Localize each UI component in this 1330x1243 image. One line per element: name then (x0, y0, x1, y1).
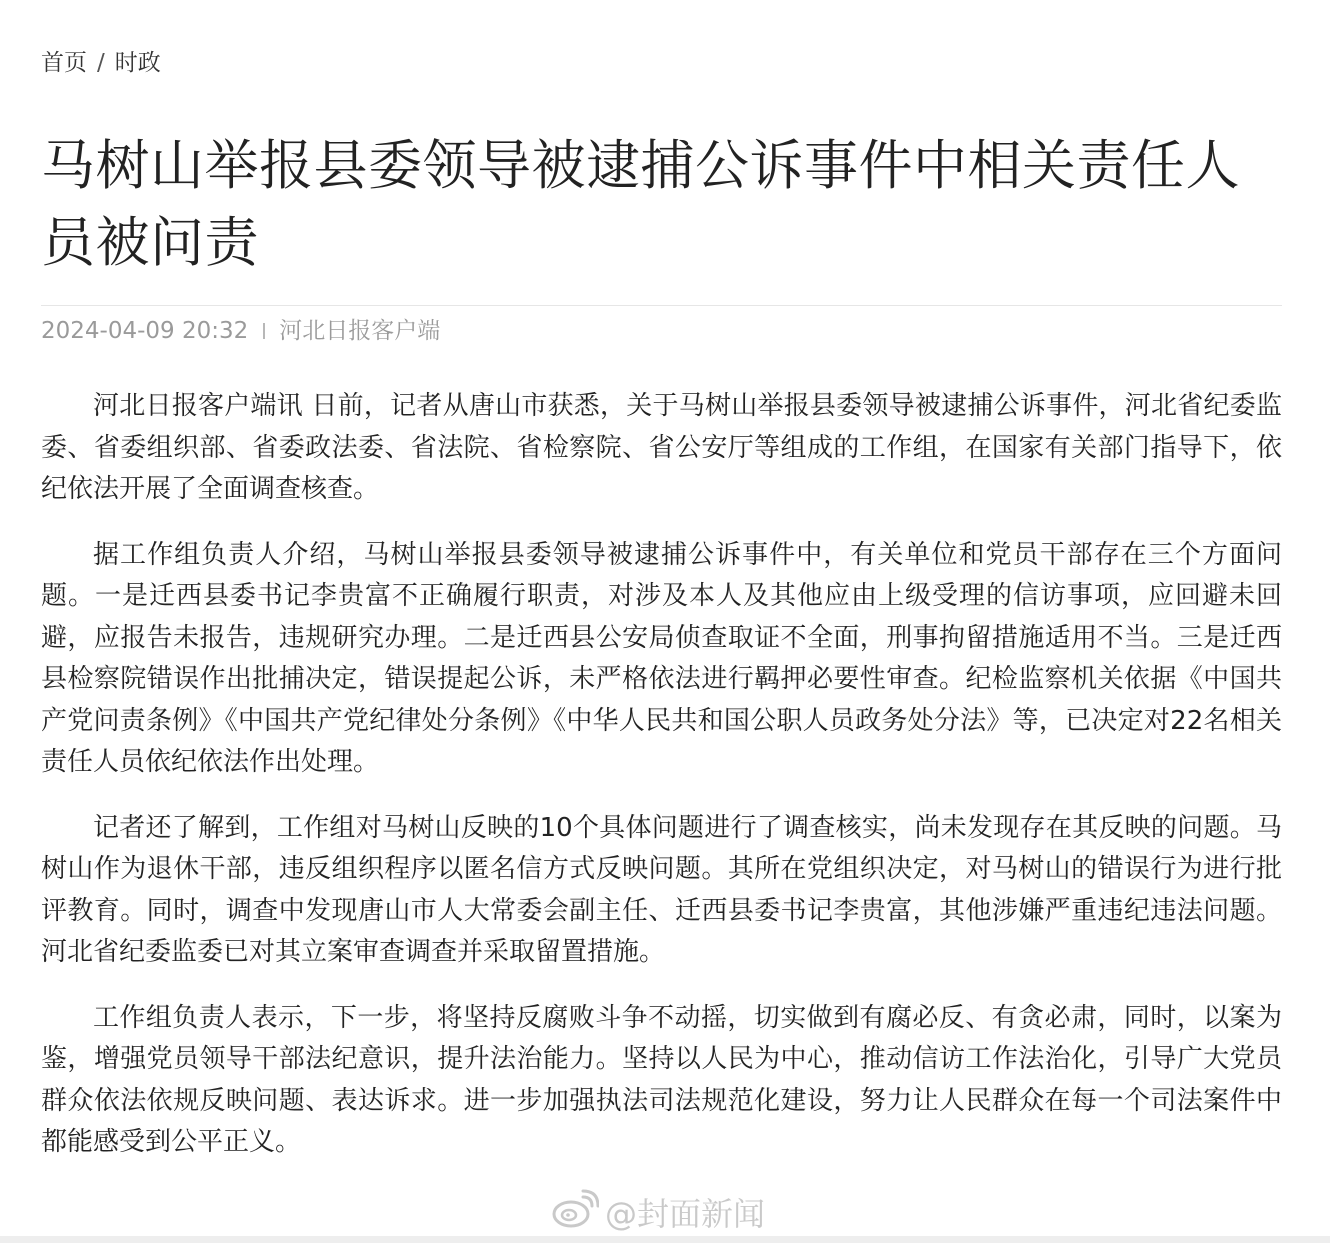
weibo-watermark (551, 1188, 765, 1236)
article-source[interactable]: 河北日报客户端 (279, 318, 441, 344)
watermark-text: @封面新闻 (605, 1195, 766, 1233)
breadcrumb (41, 46, 161, 80)
weibo-icon (551, 1188, 605, 1236)
article-paragraph: 记者还了解到，工作组对马树山反映的10个具体问题进行了调查核实，尚未发现存在其反映的问题。马树山作为退休干部，违反组织程序以匿名信方式反映问题。其所在党组织决定，对马树山的错误行为进行批评教育。同时，调查中发现唐山市人大常委会副主任、迁西县委书记李贵富，其他涉嫌严重违纪违法问题。河北省纪委监委已对其立案审查调查并采取留置措施。 (41, 812, 1282, 967)
bottom-bar (0, 1236, 1330, 1243)
publish-date: 2024-04-09 20:32 (41, 318, 249, 344)
breadcrumb-home-link[interactable]: 首页 (41, 50, 87, 76)
article-body (41, 386, 1282, 1188)
breadcrumb-section-link[interactable]: 时政 (114, 50, 161, 76)
breadcrumb-separator: / (97, 50, 105, 76)
meta-separator (263, 323, 265, 339)
article-meta (41, 315, 440, 347)
article-paragraph: 河北日报客户端讯 日前，记者从唐山市获悉，关于马树山举报县委领导被逮捕公诉事件，河北省纪委监委、省委组织部、省委政法委、省法院、省检察院、省公安厅等组成的工作组，在国家有关部门指导下，依纪依法开展了全面调查核查。 (41, 391, 1282, 504)
article-title: 马树山举报县委领导被逮捕公诉事件中相关责任人员被问责 (41, 134, 1240, 274)
article-paragraph: 据工作组负责人介绍，马树山举报县委领导被逮捕公诉事件中，有关单位和党员干部存在三个方面问题。一是迁西县委书记李贵富不正确履行职责，对涉及本人及其他应由上级受理的信访事项，应回避未回避，应报告未报告，违规研究办理。二是迁西县公安局侦查取证不全面，刑事拘留措施适用不当。三是迁西县检察院错误作出批捕决定，错误提起公诉，未严格依法进行羁押必要性审查。纪检监察机关依据《中国共产党问责条例》《中国共产党纪律处分条例》《中华人民共和国公职人员政务处分法》等，已决定对22名相关责任人员依纪依法作出处理。 (41, 539, 1282, 777)
article-paragraph: 工作组负责人表示，下一步，将坚持反腐败斗争不动摇，切实做到有腐必反、有贪必肃，同时，以案为鉴，增强党员领导干部法纪意识，提升法治能力。坚持以人民为中心，推动信访工作法治化，引导广大党员群众依法依规反映问题、表达诉求。进一步加强执法司法规范化建设，努力让人民群众在每一个司法案件中都能感受到公平正义。 (41, 1002, 1282, 1157)
title-divider (41, 305, 1282, 306)
